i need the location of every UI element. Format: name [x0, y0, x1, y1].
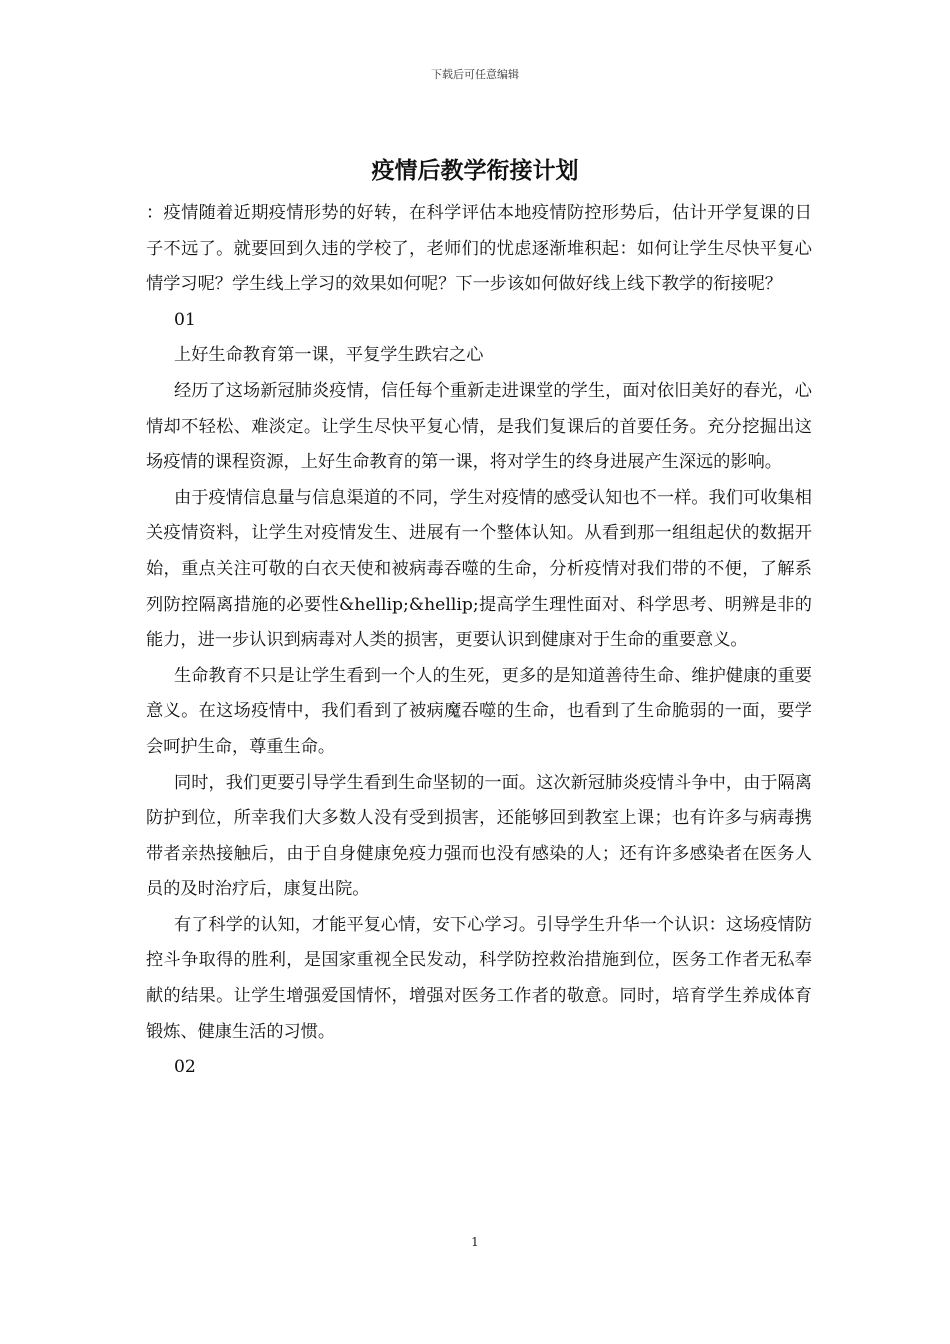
section-heading: 上好生命教育第一课，平复学生跌宕之心	[174, 345, 484, 366]
body-paragraph: 有了科学的认知，才能平复心情，安下心学习。引导学生升华一个认识：这场疫情防控斗争取得的胜利，是国家重视全民发动，科学防控救治措施到位，医务工作者无私奉献的结果。让学生增强爱国情怀，增强对医务工作者的敬意。同时，培育学生养成体育锻炼、健康生活的习惯。	[146, 914, 812, 1042]
page-number: 1	[471, 1235, 479, 1249]
body-paragraph: 生命教育不只是让学生看到一个人的生死，更多的是知道善待生命、维护健康的重要意义。在这场疫情中，我们看到了被病魔吞噬的生命，也看到了生命脆弱的一面，要学会呵护生命，尊重生命。	[146, 665, 812, 757]
document-body	[146, 196, 812, 1086]
body-paragraph: 同时，我们更要引导学生看到生命坚韧的一面。这次新冠肺炎疫情斗争中，由于隔离防护到位，所幸我们大多数人没有受到损害，还能够回到教室上课；也有许多与病毒携带者亲热接触后，由于自身健康免疫力强而也没有感染的人；还有许多感染者在医务人员的及时治疗后，康复出院。	[146, 772, 812, 900]
body-paragraph: 经历了这场新冠肺炎疫情，信任每个重新走进课堂的学生，面对依旧美好的春光，心情却不轻松、难淡定。让学生尽快平复心情，是我们复课后的首要任务。充分挖掘出这场疫情的课程资源，上好生命教育的第一课，将对学生的终身进展产生深远的影响。	[146, 380, 812, 473]
header-note: 下载后可任意编辑	[431, 68, 519, 81]
document-title: 疫情后教学衔接计划	[371, 157, 579, 184]
intro-paragraph: ：疫情随着近期疫情形势的好转，在科学评估本地疫情防控形势后，估计开学复课的日子不远了。就要回到久违的学校了，老师们的忧虑逐渐堆积起：如何让学生尽快平复心情学习呢？学生线上学习的效果如何呢？下一步该如何做好线上线下教学的衔接呢？	[146, 203, 812, 295]
body-paragraph: 由于疫情信息量与信息渠道的不同，学生对疫情的感受认知也不一样。我们可收集相关疫情资料，让学生对疫情发生、进展有一个整体认知。从看到那一组组起伏的数据开始，重点关注可敬的白衣天使和被病毒吞噬的生命，分析疫情对我们带的不便，了解系列防控隔离措施的必要性&hellip;&hellip;提高学生理性面对、科学思考、明辨是非的能力，进一步认识到病毒对人类的损害，更要认识到健康对于生命的重要意义。	[146, 487, 812, 651]
section-number: 01	[174, 309, 196, 330]
section-number: 02	[174, 1057, 196, 1078]
